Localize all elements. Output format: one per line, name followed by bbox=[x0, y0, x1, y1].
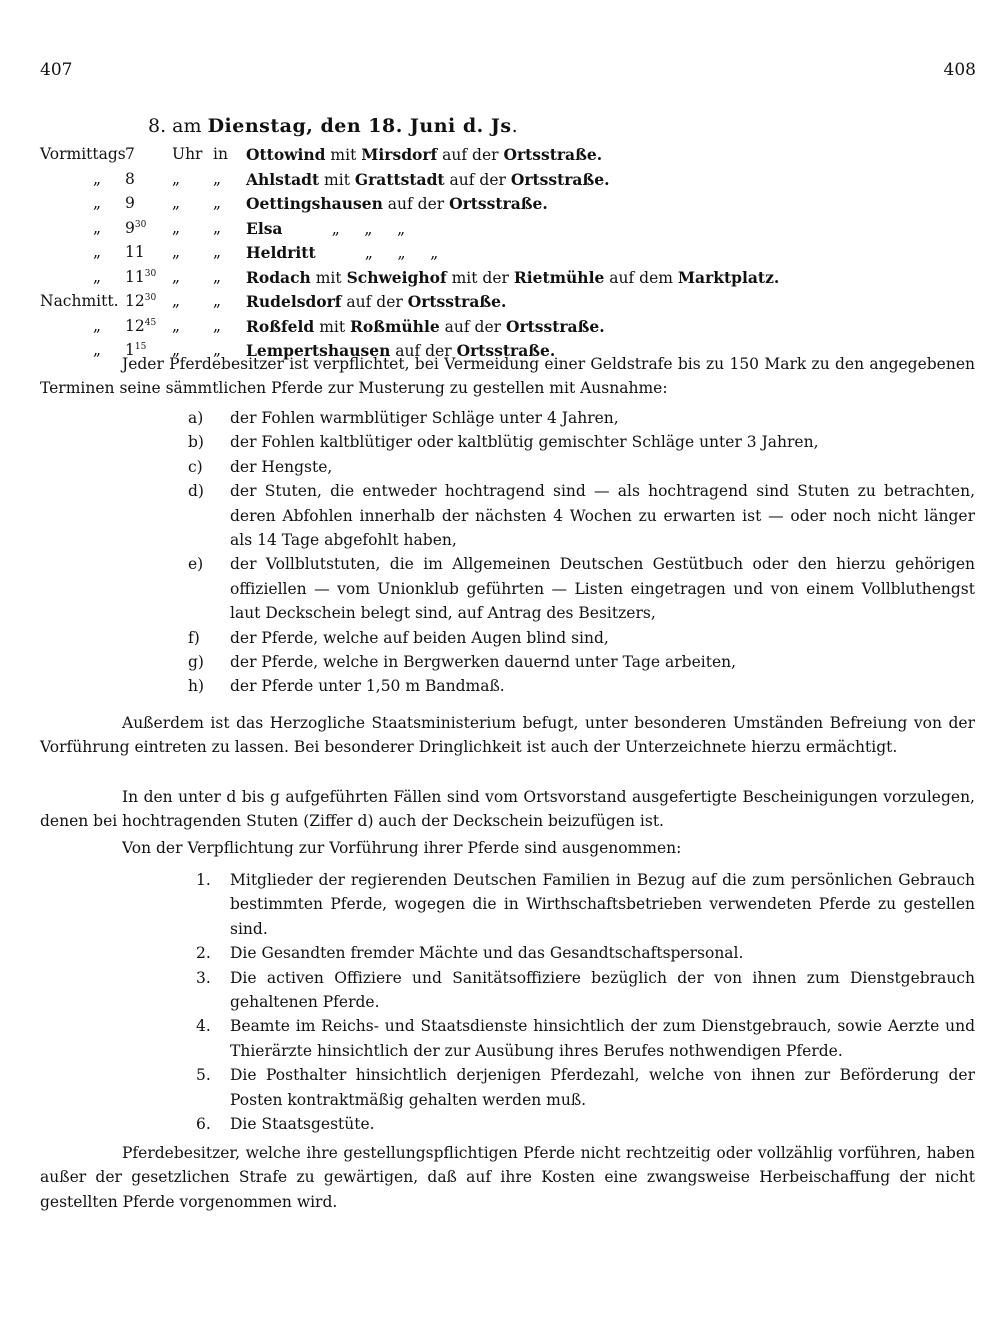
schedule-uhr: „ bbox=[172, 243, 181, 261]
exempted-item bbox=[196, 1063, 975, 1112]
paragraph-text: Pferdebesitzer, welche ihre gestellungspflichtigen Pferde nicht rechtzeitig oder vollzählig vorführen, haben außer der gesetzlichen Strafe zu gewärtigen, daß auf ihre Kosten eine zwangsweise Herbeischaffung der nicht gestellten Pferde vorgenommen wird. bbox=[40, 1144, 975, 1211]
hour-value: 9 bbox=[125, 194, 135, 212]
location-text: auf der bbox=[439, 317, 506, 336]
hour-value: 12 bbox=[125, 292, 145, 310]
schedule-time-of-day: „ bbox=[93, 194, 102, 212]
exempted-item bbox=[196, 1112, 975, 1136]
paragraph-ministry bbox=[40, 711, 975, 760]
list-marker: 6. bbox=[196, 1115, 211, 1134]
place-name: Lempertshausen bbox=[246, 341, 391, 360]
minute-value: 30 bbox=[144, 268, 157, 279]
place-name: Roßmühle bbox=[350, 316, 440, 336]
schedule-row bbox=[0, 145, 1000, 170]
paragraph-text: Von der Verpflichtung zur Vorführung ihrer Pferde sind ausgenommen: bbox=[122, 839, 682, 857]
place-name: Ortsstraße. bbox=[456, 341, 556, 360]
schedule-location bbox=[246, 145, 602, 164]
list-item-text: der Fohlen kaltblütiger oder kaltblütig gemischter Schläge unter 3 Jahren, bbox=[230, 433, 819, 452]
heading-suffix: . bbox=[511, 115, 518, 137]
list-item-text: Beamte im Reichs- und Staatsdienste hinsichtlich der zum Dienstgebrauch, sowie Aerzte und Thierärzte hinsichtlich der zur Ausübung ihres Berufes nothwendigen Pferde. bbox=[230, 1017, 975, 1060]
paragraph-text: Außerdem ist das Herzogliche Staatsministerium befugt, unter besonderen Umständen Befreiung von der Vorführung eintreten zu lassen. Bei besonderer Dringlichkeit ist auch der Unterzeichnete hierzu ermächtigt. bbox=[40, 714, 975, 757]
schedule-location bbox=[246, 219, 405, 238]
list-item-text: Mitglieder der regierenden Deutschen Familien in Bezug auf die zum persönlichen Gebrauch bestimmten Pferde, wogegen die in Wirthschaftsbetrieben verwendeten Pferde zu gestellen sind. bbox=[230, 871, 975, 938]
list-marker: g) bbox=[188, 653, 204, 672]
place-name: Roßfeld bbox=[246, 316, 315, 336]
list-marker: d) bbox=[188, 482, 204, 501]
location-text: mit bbox=[310, 268, 347, 287]
minute-value: 15 bbox=[134, 341, 147, 352]
paragraph-obligation bbox=[40, 352, 975, 401]
exempted-item bbox=[196, 868, 975, 941]
exception-item bbox=[188, 430, 975, 454]
place-name: Oettingshausen bbox=[246, 194, 383, 213]
schedule-location bbox=[246, 317, 605, 336]
schedule-in: „ bbox=[213, 218, 222, 237]
schedule-in: „ bbox=[213, 316, 222, 335]
schedule-uhr: „ bbox=[172, 218, 181, 237]
list-marker: 2. bbox=[196, 944, 211, 963]
place-name: Rudelsdorf bbox=[246, 292, 342, 311]
paragraph-text: In den unter d bis g aufgeführten Fällen sind vom Ortsvorstand ausgefertigte Bescheinigungen vorzulegen, denen bei hochtragenden Stuten (Ziffer d) auch der Deckschein beizufügen ist. bbox=[40, 788, 975, 831]
exception-item bbox=[188, 674, 975, 698]
schedule-uhr: „ bbox=[172, 292, 181, 310]
schedule-row bbox=[0, 268, 1000, 293]
schedule-row bbox=[0, 243, 1000, 268]
list-marker: 3. bbox=[196, 968, 211, 987]
place-name: Ottowind bbox=[246, 145, 326, 164]
schedule-time-of-day: „ bbox=[93, 243, 102, 261]
place-name: Ortsstraße. bbox=[505, 316, 605, 336]
location-text: mit bbox=[319, 170, 355, 189]
schedule-time-of-day: „ bbox=[93, 341, 102, 359]
exempted-item bbox=[196, 1014, 975, 1063]
schedule-row bbox=[0, 317, 1000, 342]
schedule-row bbox=[0, 194, 1000, 219]
schedule-time-of-day: „ bbox=[93, 169, 102, 188]
schedule-uhr: „ bbox=[172, 169, 181, 188]
paragraph-exempt-intro bbox=[40, 836, 975, 860]
hour-value: 8 bbox=[125, 169, 135, 188]
location-text: auf der bbox=[390, 342, 457, 360]
section-heading bbox=[148, 115, 518, 137]
schedule-location bbox=[246, 292, 506, 311]
list-item-text: Die Gesandten fremder Mächte und das Gesandtschaftspersonal. bbox=[230, 944, 744, 963]
list-marker: 5. bbox=[196, 1066, 211, 1085]
schedule-time-of-day: Nachmitt. bbox=[40, 292, 119, 310]
hour-value: 11 bbox=[125, 243, 145, 261]
exception-item bbox=[188, 479, 975, 552]
schedule-time-of-day: „ bbox=[93, 316, 102, 335]
list-marker: 4. bbox=[196, 1017, 211, 1036]
schedule-hour bbox=[125, 170, 135, 188]
place-name: Ortsstraße. bbox=[449, 194, 548, 213]
schedule-time-of-day: Vormittags bbox=[40, 145, 126, 163]
schedule-in: in bbox=[213, 145, 228, 163]
place-name: Ortsstraße. bbox=[407, 292, 507, 311]
place-name: Heldritt bbox=[246, 243, 316, 262]
hour-value: 7 bbox=[125, 145, 135, 163]
location-text: auf dem bbox=[604, 268, 678, 287]
exempted-item bbox=[196, 941, 975, 965]
schedule-time-of-day: „ bbox=[93, 218, 102, 237]
location-text: mit der bbox=[446, 268, 514, 287]
schedule-row bbox=[0, 219, 1000, 244]
schedule-hour bbox=[125, 145, 135, 163]
page-number-right: 408 bbox=[943, 60, 976, 80]
schedule-hour bbox=[125, 243, 145, 261]
place-name: Marktplatz. bbox=[677, 267, 780, 287]
list-marker: b) bbox=[188, 433, 204, 452]
location-text: „ „ „ bbox=[282, 219, 406, 238]
list-marker: e) bbox=[188, 555, 204, 574]
muster-schedule bbox=[0, 145, 1000, 366]
schedule-hour bbox=[125, 219, 146, 237]
location-text: auf der bbox=[437, 146, 504, 164]
place-name: Ortsstraße. bbox=[510, 169, 610, 189]
minute-value: 30 bbox=[144, 292, 157, 303]
paragraph-text: Jeder Pferdebesitzer ist verpflichtet, bei Vermeidung einer Geldstrafe bis zu 150 Mark zu den angegebenen Terminen seine sämmtlichen Pferde zur Musterung zu gestellen mit Ausnahme: bbox=[40, 355, 975, 398]
location-text: „ „ „ bbox=[315, 244, 439, 262]
list-marker: f) bbox=[188, 628, 200, 647]
paragraph-certificates bbox=[40, 785, 975, 834]
schedule-hour bbox=[125, 317, 156, 335]
schedule-row bbox=[0, 292, 1000, 317]
list-marker: c) bbox=[188, 457, 203, 476]
schedule-in: „ bbox=[213, 292, 222, 310]
list-item-text: Die Posthalter hinsichtlich derjenigen Pferdezahl, welche von ihnen zur Beförderung der Posten kontraktmäßig gehalten werden muß. bbox=[230, 1066, 975, 1109]
hour-value: 12 bbox=[125, 316, 145, 335]
hour-value: 1 bbox=[125, 341, 135, 359]
schedule-row bbox=[0, 170, 1000, 195]
list-item-text: der Pferde, welche in Bergwerken dauernd unter Tage arbeiten, bbox=[230, 653, 737, 672]
place-name: Rodach bbox=[246, 267, 311, 287]
schedule-location bbox=[246, 170, 610, 189]
schedule-uhr: „ bbox=[172, 316, 181, 335]
schedule-uhr: „ bbox=[172, 267, 181, 286]
schedule-in: „ bbox=[213, 169, 222, 188]
exempted-list bbox=[196, 868, 975, 1136]
place-name: Grattstadt bbox=[354, 169, 445, 189]
schedule-hour bbox=[125, 268, 156, 286]
exceptions-list bbox=[188, 406, 975, 699]
location-text: auf der bbox=[382, 195, 450, 213]
list-item-text: der Vollblutstuten, die im Allgemeinen Deutschen Gestütbuch oder den hierzu gehörigen offiziellen — vom Unionklub geführten — Listen eingetragen und von einem Vollbluthengst laut Deckschein belegt sind, auf Antrag des Besitzers, bbox=[230, 555, 975, 623]
exception-item bbox=[188, 552, 975, 625]
location-text: auf der bbox=[341, 293, 408, 311]
schedule-location bbox=[246, 194, 548, 213]
list-item-text: der Fohlen warmblütiger Schläge unter 4 Jahren, bbox=[230, 409, 619, 427]
exempted-item bbox=[196, 966, 975, 1015]
list-marker: 1. bbox=[196, 871, 211, 889]
schedule-in: „ bbox=[213, 243, 222, 261]
schedule-in: „ bbox=[213, 341, 222, 359]
schedule-uhr: Uhr bbox=[172, 145, 203, 163]
page-number-left: 407 bbox=[40, 60, 73, 80]
paragraph-penalty bbox=[40, 1141, 975, 1214]
list-item-text: der Stuten, die entweder hochtragend sind — als hochtragend sind Stuten zu betrachten, deren Abfohlen innerhalb der nächsten 4 Wochen zu erwarten ist — oder noch nicht länger als 14 Tage abgefohlt haben, bbox=[230, 482, 975, 550]
exception-item bbox=[188, 406, 975, 430]
exception-item bbox=[188, 650, 975, 674]
list-item-text: Die Staatsgestüte. bbox=[230, 1115, 375, 1134]
schedule-time-of-day: „ bbox=[93, 267, 102, 286]
schedule-in: „ bbox=[213, 194, 222, 212]
place-name: Ortsstraße. bbox=[503, 145, 603, 164]
schedule-location bbox=[246, 243, 438, 262]
list-item-text: der Pferde unter 1,50 m Bandmaß. bbox=[230, 677, 505, 696]
place-name: Schweighof bbox=[346, 267, 447, 287]
location-text: mit bbox=[314, 317, 351, 336]
schedule-hour bbox=[125, 194, 135, 212]
hour-value: 11 bbox=[125, 267, 145, 286]
location-text: mit bbox=[325, 146, 362, 164]
minute-value: 45 bbox=[144, 317, 157, 328]
list-item-text: der Pferde, welche auf beiden Augen blind sind, bbox=[230, 628, 609, 647]
hour-value: 9 bbox=[125, 218, 135, 237]
schedule-in: „ bbox=[213, 267, 222, 286]
schedule-location bbox=[246, 268, 779, 287]
list-marker: a) bbox=[188, 409, 204, 427]
location-text: auf der bbox=[444, 170, 511, 189]
place-name: Mirsdorf bbox=[361, 145, 438, 164]
list-marker: h) bbox=[188, 677, 205, 696]
minute-value: 30 bbox=[134, 219, 147, 230]
place-name: Elsa bbox=[246, 218, 283, 238]
schedule-uhr: „ bbox=[172, 341, 181, 359]
schedule-uhr: „ bbox=[172, 194, 181, 212]
schedule-hour bbox=[125, 292, 156, 310]
place-name: Rietmühle bbox=[513, 267, 605, 287]
list-item-text: der Hengste, bbox=[230, 457, 333, 476]
heading-prefix: 8. am bbox=[148, 115, 208, 137]
heading-date: Dienstag, den 18. Juni d. Js bbox=[207, 115, 512, 137]
exception-item bbox=[188, 455, 975, 479]
place-name: Ahlstadt bbox=[246, 169, 320, 189]
list-item-text: Die activen Offiziere und Sanitätsoffiziere bezüglich der von ihnen zum Dienstgebrauch gehaltenen Pferde. bbox=[230, 968, 975, 1012]
exception-item bbox=[188, 626, 975, 650]
